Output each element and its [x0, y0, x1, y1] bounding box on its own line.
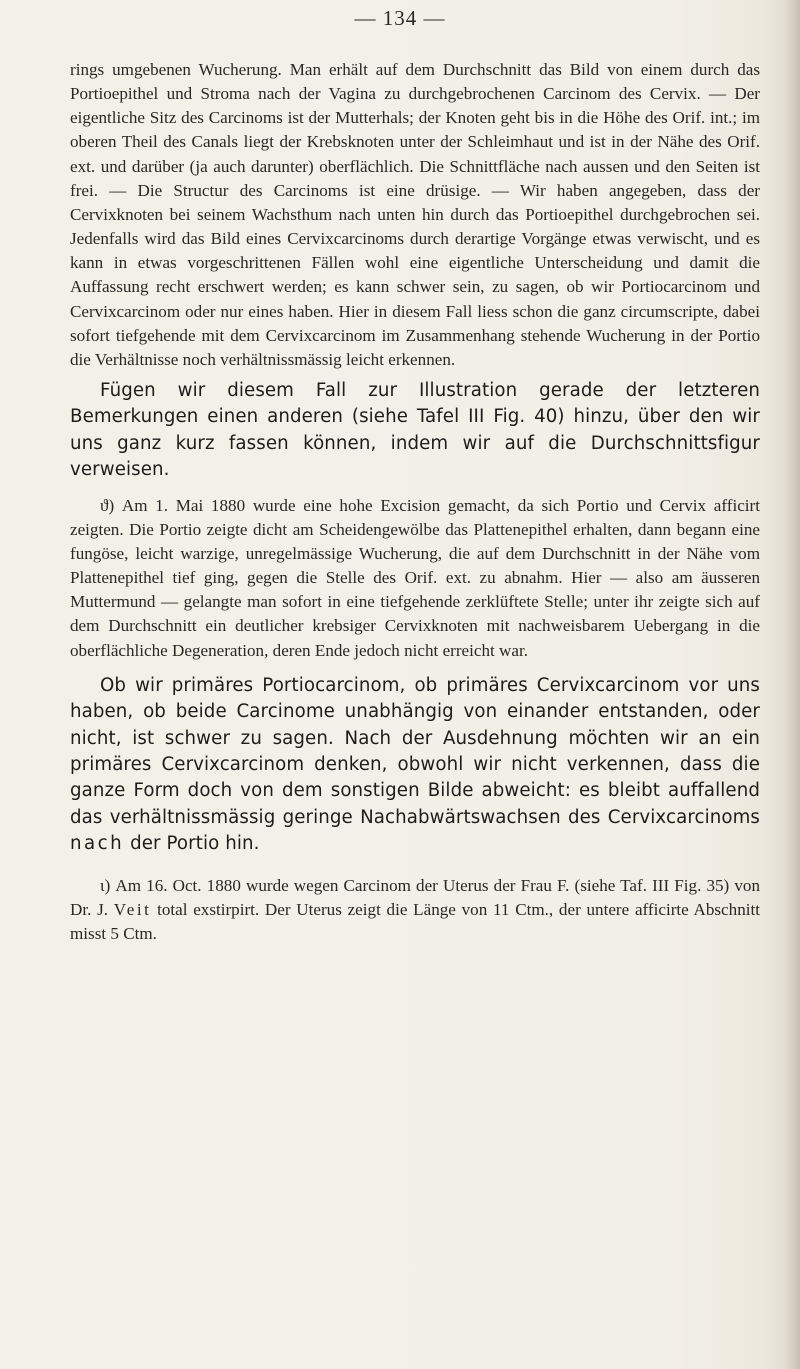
paragraph-discussion — [70, 673, 760, 858]
paragraph-introduction-second-case: Fügen wir diesem Fall zur Illustration gerade der letzteren Bemerkungen einen anderen (siehe Tafel III Fig. 40) hinzu, über den wir uns ganz kurz fassen können, indem wir auf die Durchschnittsfigur verweisen. — [70, 380, 760, 481]
paragraph-case-theta: ϑ) Am 1. Mai 1880 wurde eine hohe Excision gemacht, da sich Portio und Cervix afficirt zeigten. Die Portio zeigte dicht am Scheidengewölbe das Plattenepithel erhalten, dann begann eine fungöse, leicht warzige, unregelmässige Wucherung, die auf dem Durchschnitt in der Nähe vom Plattenepithel tief ging, gegen die Stelle des Orif. ext. zu abnahm. Hier — also am äusseren Muttermund — gelangte man sofort in eine tiefgehende zerklüftete Stelle; unter ihr zeigte sich auf dem Durchschnitt ein deutlicher krebsiger Cervixknoten mit nachweisbarem Uebergang in die oberflächliche Degeneration, deren Ende jedoch nicht erreicht war. — [70, 495, 760, 660]
paragraph-case-iota — [70, 874, 760, 946]
page-number: — 134 — — [354, 6, 446, 30]
discussion-tail: der Portio hin. — [130, 833, 260, 855]
page-edge-shadow — [786, 0, 800, 1369]
case-iota-tail: total exstirpirt. Der Uterus zeigt die Länge von 11 Ctm., der untere afficirte Abschnitt misst 5 Ctm. — [70, 899, 760, 943]
surgeon-name: Veit — [113, 899, 152, 919]
emphasized-word: nach — [70, 833, 125, 855]
body-text — [70, 58, 760, 946]
paragraph-case-description: rings umgebenen Wucherung. Man erhält auf dem Durchschnitt das Bild von einem durch das Portioepithel und Stroma nach der Vagina zu durchgebrochenen Carcinom des Cervix. — Der eigentliche Sitz des Carcinoms ist der Mutterhals; der Knoten geht bis in die Höhe des Orif. int.; im oberen Theil des Canals liegt der Krebsknoten unter der Schleimhaut und ist in der Nähe des Orif. ext. und darüber (ja auch darunter) oberflächlich. Die Schnittfläche nach aussen und den Seiten ist frei. — Die Structur des Carcinoms ist eine drüsige. — Wir haben angegeben, dass der Cervixknoten bei seinem Wachsthum nach unten hin durch das Portioepithel durchgebrochen sei. Jedenfalls wird das Bild eines Cervixcarcinoms durch derartige Vorgänge etwas verwischt, und es kann in etwas vorgeschrittenen Fällen wohl eine eigentliche Unterscheidung und damit die Auffassung recht erschwert werden; es kann schwer sein, zu sagen, ob wir Portiocarcinom und Cervixcarcinom oder nur eines haben. Hier in diesem Fall liess schon die ganz circumscripte, dabei sofort tiefgehende mit dem Cervixcarcinom im Zusammenhang stehende Wucherung in der Portio die Verhältnisse noch verhältnissmässig leicht erkennen. — [70, 60, 760, 369]
case-iota-lead: ι) Am 16. Oct. 1880 wurde wegen Carcinom der Uterus der Frau F. (siehe Taf. III Fig. 35) von Dr. J. — [70, 875, 760, 919]
discussion-text: Ob wir primäres Portiocarcinom, ob primäres Cervixcarcinom vor uns haben, ob beide Carcinome unabhängig von einander entstanden, oder nicht, ist schwer zu sagen. Nach der Ausdehnung möchten wir an ein primäres Cervixcarcinom denken, obwohl wir nicht verkennen, dass die ganze Form doch von dem sonstigen Bilde abweicht: es bleibt auffallend das verhältnissmässig geringe Nachabwärtswachsen des Cervixcarcinoms — [70, 674, 760, 828]
